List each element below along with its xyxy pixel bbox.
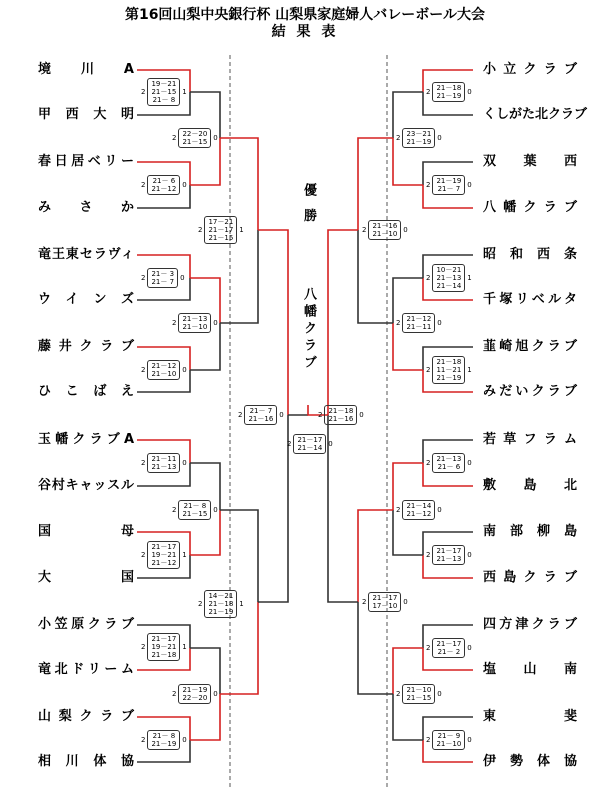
set-scores — [402, 684, 435, 704]
left-team-3: 春日居ベリー — [38, 154, 134, 169]
set-score: 21－ 6 — [437, 463, 461, 471]
right-team-5: 昭 和 西 条 — [483, 247, 577, 262]
set-score: 21－18 — [328, 407, 354, 415]
match-score — [424, 264, 474, 292]
sets-won-left: 2 — [426, 88, 431, 96]
set-scores — [204, 590, 237, 618]
sets-won-left: 2 — [172, 506, 177, 514]
right-team-4: 八幡クラブ — [483, 200, 577, 215]
right-team-1: 小立クラブ — [483, 62, 577, 77]
sets-won-right: 1 — [467, 366, 472, 374]
sets-won-right: 1 — [239, 226, 244, 234]
match-score — [139, 175, 189, 195]
match-score — [360, 220, 410, 240]
match-score — [285, 434, 335, 454]
set-scores — [432, 638, 465, 658]
set-scores — [432, 175, 465, 195]
sets-won-right: 0 — [359, 411, 364, 419]
set-score: 22－20 — [182, 130, 208, 138]
right-team-15: 東 斐 — [483, 709, 577, 724]
champion-name: 八幡クラブ — [301, 287, 316, 372]
sets-won-left: 2 — [141, 366, 146, 374]
sets-won-left: 2 — [141, 459, 146, 467]
set-score: 21－12 — [151, 362, 177, 370]
match-score — [394, 313, 444, 333]
sets-won-left: 2 — [141, 551, 146, 559]
sets-won-right: 0 — [182, 181, 187, 189]
left-team-8: ひこばえ — [38, 384, 134, 399]
sets-won-right: 0 — [437, 319, 442, 327]
set-score: 21－ 7 — [437, 185, 461, 193]
sets-won-left: 2 — [426, 274, 431, 282]
match-score — [196, 590, 246, 618]
set-score: 21－16 — [372, 222, 398, 230]
match-score — [196, 216, 246, 244]
right-team-7: 韮崎旭クラブ — [483, 339, 577, 354]
right-team-8: みだいクラブ — [483, 384, 577, 399]
set-scores — [147, 633, 180, 661]
set-score: 22－20 — [182, 694, 208, 702]
set-score: 21－10 — [372, 230, 398, 238]
set-score: 14－21 — [208, 592, 234, 600]
set-scores — [432, 264, 465, 292]
set-score: 21－12 — [151, 559, 177, 567]
set-score: 21－18 — [151, 651, 177, 659]
sets-won-left: 2 — [426, 366, 431, 374]
set-score: 21－17 — [297, 436, 323, 444]
set-scores — [244, 405, 277, 425]
sets-won-left: 2 — [172, 134, 177, 142]
sets-won-left: 2 — [141, 643, 146, 651]
sets-won-left: 2 — [396, 506, 401, 514]
set-score: 21－ 6 — [152, 177, 176, 185]
sets-won-left: 2 — [287, 440, 292, 448]
sets-won-left: 2 — [318, 411, 323, 419]
match-score — [139, 633, 189, 661]
right-team-10: 敷 島 北 — [483, 478, 577, 493]
left-team-14: 竜北ドリーム — [38, 662, 134, 677]
sets-won-right: 0 — [467, 181, 472, 189]
sets-won-right: 0 — [467, 459, 472, 467]
set-score: 21－10 — [406, 686, 432, 694]
set-score: 21－ 3 — [151, 270, 175, 278]
set-score: 21－11 — [151, 455, 177, 463]
set-score: 11－21 — [436, 366, 462, 374]
set-score: 21－17 — [372, 594, 398, 602]
sets-won-right: 0 — [182, 366, 187, 374]
sets-won-left: 2 — [362, 598, 367, 606]
left-team-16: 相川体協 — [38, 754, 134, 769]
sets-won-right: 0 — [467, 551, 472, 559]
set-scores — [402, 128, 435, 148]
set-scores — [432, 82, 465, 102]
set-score: 21－16 — [248, 415, 274, 423]
left-team-1: 境 川 A — [38, 62, 134, 77]
match-score — [394, 500, 444, 520]
sets-won-left: 2 — [396, 690, 401, 698]
set-score: 21－16 — [328, 415, 354, 423]
sets-won-right: 0 — [437, 134, 442, 142]
set-score: 21－ 9 — [437, 732, 461, 740]
sets-won-left: 2 — [172, 690, 177, 698]
champion-label: 優 勝 — [301, 183, 316, 226]
set-score: 21－17 — [151, 543, 177, 551]
sets-won-left: 2 — [141, 736, 146, 744]
set-scores — [368, 220, 401, 240]
right-team-9: 若草フラム — [483, 432, 577, 447]
set-score: 17－21 — [208, 218, 234, 226]
match-score — [236, 405, 286, 425]
sets-won-right: 0 — [403, 598, 408, 606]
sets-won-left: 2 — [396, 134, 401, 142]
left-team-4: みさか — [38, 200, 134, 215]
set-scores — [402, 313, 435, 333]
set-score: 21－17 — [436, 547, 462, 555]
match-score — [139, 360, 189, 380]
set-score: 21－12 — [406, 510, 432, 518]
left-team-15: 山梨クラブ — [38, 709, 134, 724]
sets-won-left: 2 — [141, 274, 146, 282]
set-score: 21－15 — [406, 694, 432, 702]
set-score: 10－21 — [436, 266, 462, 274]
set-scores — [432, 356, 465, 384]
set-score: 21－14 — [406, 502, 432, 510]
match-score — [424, 545, 474, 565]
set-score: 21－12 — [406, 315, 432, 323]
sets-won-right: 0 — [180, 274, 185, 282]
set-score: 21－17 — [436, 640, 462, 648]
match-score — [170, 128, 220, 148]
set-score: 21－11 — [406, 323, 432, 331]
sets-won-right: 0 — [467, 736, 472, 744]
left-team-7: 藤井クラブ — [38, 339, 134, 354]
left-team-9: 玉幡クラブA — [38, 432, 134, 447]
sets-won-right: 0 — [467, 644, 472, 652]
page-title: 第16回山梨中央銀行杯 山梨県家庭婦人バレーボール大会 — [124, 7, 486, 23]
set-score: 21－13 — [182, 315, 208, 323]
sets-won-left: 2 — [362, 226, 367, 234]
left-team-11: 国 母 — [38, 524, 134, 539]
right-team-11: 南部柳島 — [483, 524, 577, 539]
set-score: 21－15 — [208, 234, 234, 242]
set-scores — [402, 500, 435, 520]
match-score — [424, 175, 474, 195]
set-score: 21－17 — [208, 226, 234, 234]
sets-won-right: 1 — [467, 274, 472, 282]
sets-won-right: 1 — [182, 643, 187, 651]
right-team-13: 四方津クラブ — [483, 617, 577, 632]
match-score — [394, 684, 444, 704]
match-score — [424, 730, 474, 750]
set-score: 21－13 — [436, 555, 462, 563]
match-score — [360, 592, 410, 612]
left-team-12: 大 国 — [38, 570, 134, 585]
right-team-14: 塩 山 南 — [483, 662, 577, 677]
set-score: 21－19 — [151, 740, 177, 748]
set-scores — [147, 360, 180, 380]
set-score: 23－21 — [406, 130, 432, 138]
set-score: 21－19 — [182, 686, 208, 694]
set-scores — [147, 78, 180, 106]
set-score: 21－10 — [436, 740, 462, 748]
sets-won-left: 2 — [198, 600, 203, 608]
left-team-13: 小笠原クラブ — [38, 617, 134, 632]
set-scores — [178, 500, 211, 520]
sets-won-left: 2 — [198, 226, 203, 234]
match-score — [424, 82, 474, 102]
sets-won-left: 2 — [426, 459, 431, 467]
set-score: 17－10 — [372, 602, 398, 610]
set-score: 21－19 — [406, 138, 432, 146]
set-score: 21－ 8 — [183, 502, 207, 510]
sets-won-right: 0 — [403, 226, 408, 234]
match-score — [170, 500, 220, 520]
sets-won-left: 2 — [238, 411, 243, 419]
page-subtitle: 結 果 表 — [271, 24, 339, 40]
right-team-12: 西島クラブ — [483, 570, 577, 585]
sets-won-right: 0 — [467, 88, 472, 96]
match-score — [316, 405, 366, 425]
match-score — [139, 453, 189, 473]
set-score: 21－ 2 — [437, 648, 461, 656]
set-scores — [432, 730, 465, 750]
match-score — [139, 78, 189, 106]
set-scores — [147, 268, 178, 288]
match-score — [424, 453, 474, 473]
sets-won-right: 1 — [182, 551, 187, 559]
sets-won-left: 2 — [426, 644, 431, 652]
set-score: 21－10 — [182, 323, 208, 331]
set-score: 21－ 7 — [151, 278, 175, 286]
sets-won-right: 1 — [182, 88, 187, 96]
set-score: 21－19 — [208, 608, 234, 616]
set-score: 19－21 — [151, 551, 177, 559]
sets-won-left: 2 — [426, 551, 431, 559]
set-scores — [147, 730, 180, 750]
set-scores — [324, 405, 357, 425]
left-team-5: 竜王東セラヴィ — [38, 247, 134, 262]
set-scores — [293, 434, 326, 454]
set-score: 21－14 — [297, 444, 323, 452]
set-scores — [432, 545, 465, 565]
left-team-6: ウインズ — [38, 292, 134, 307]
left-team-10: 谷村キャッスル — [38, 478, 134, 493]
set-score: 21－15 — [182, 138, 208, 146]
set-score: 21－12 — [151, 185, 177, 193]
sets-won-right: 0 — [182, 736, 187, 744]
sets-won-left: 2 — [141, 181, 146, 189]
set-score: 19－21 — [151, 80, 177, 88]
set-scores — [204, 216, 237, 244]
left-team-2: 甲西大明 — [38, 107, 134, 122]
set-score: 21－19 — [436, 374, 462, 382]
sets-won-left: 2 — [426, 736, 431, 744]
set-score: 21－ 8 — [152, 732, 176, 740]
right-team-3: 双 葉 西 — [483, 154, 577, 169]
sets-won-right: 0 — [279, 411, 284, 419]
match-score — [139, 730, 189, 750]
set-score: 21－13 — [436, 455, 462, 463]
set-score: 21－13 — [436, 274, 462, 282]
sets-won-right: 0 — [213, 134, 218, 142]
set-scores — [147, 541, 180, 569]
set-score: 21－ 7 — [249, 407, 273, 415]
sets-won-right: 0 — [328, 440, 333, 448]
set-scores — [178, 128, 211, 148]
match-score — [170, 684, 220, 704]
sets-won-left: 2 — [141, 88, 146, 96]
set-score: 21－15 — [182, 510, 208, 518]
set-scores — [432, 453, 465, 473]
set-scores — [178, 684, 211, 704]
sets-won-left: 2 — [172, 319, 177, 327]
set-scores — [147, 175, 180, 195]
sets-won-right: 0 — [182, 459, 187, 467]
set-score: 21－17 — [151, 635, 177, 643]
sets-won-right: 0 — [213, 319, 218, 327]
sets-won-left: 2 — [426, 181, 431, 189]
set-scores — [178, 313, 211, 333]
sets-won-right: 1 — [239, 600, 244, 608]
sets-won-right: 0 — [437, 506, 442, 514]
set-score: 21－13 — [151, 463, 177, 471]
set-score: 21－19 — [436, 177, 462, 185]
right-team-2: くしがた北クラブ — [483, 107, 588, 122]
right-team-16: 伊勢体協 — [483, 754, 577, 769]
set-score: 21－18 — [436, 84, 462, 92]
match-score — [394, 128, 444, 148]
match-score — [424, 356, 474, 384]
match-score — [139, 541, 189, 569]
match-score — [139, 268, 187, 288]
set-score: 21－10 — [151, 370, 177, 378]
sets-won-right: 0 — [213, 690, 218, 698]
set-score: 21－ 8 — [152, 96, 176, 104]
sets-won-left: 2 — [396, 319, 401, 327]
set-scores — [368, 592, 401, 612]
set-score: 21－15 — [151, 88, 177, 96]
set-score: 21－14 — [436, 282, 462, 290]
sets-won-right: 0 — [213, 506, 218, 514]
match-score — [170, 313, 220, 333]
set-score: 19－21 — [151, 643, 177, 651]
set-score: 21－18 — [436, 358, 462, 366]
set-score: 21－18 — [208, 600, 234, 608]
set-scores — [147, 453, 180, 473]
match-score — [424, 638, 474, 658]
right-team-6: 千塚リベルタ — [483, 292, 577, 307]
set-score: 21－19 — [436, 92, 462, 100]
sets-won-right: 0 — [437, 690, 442, 698]
